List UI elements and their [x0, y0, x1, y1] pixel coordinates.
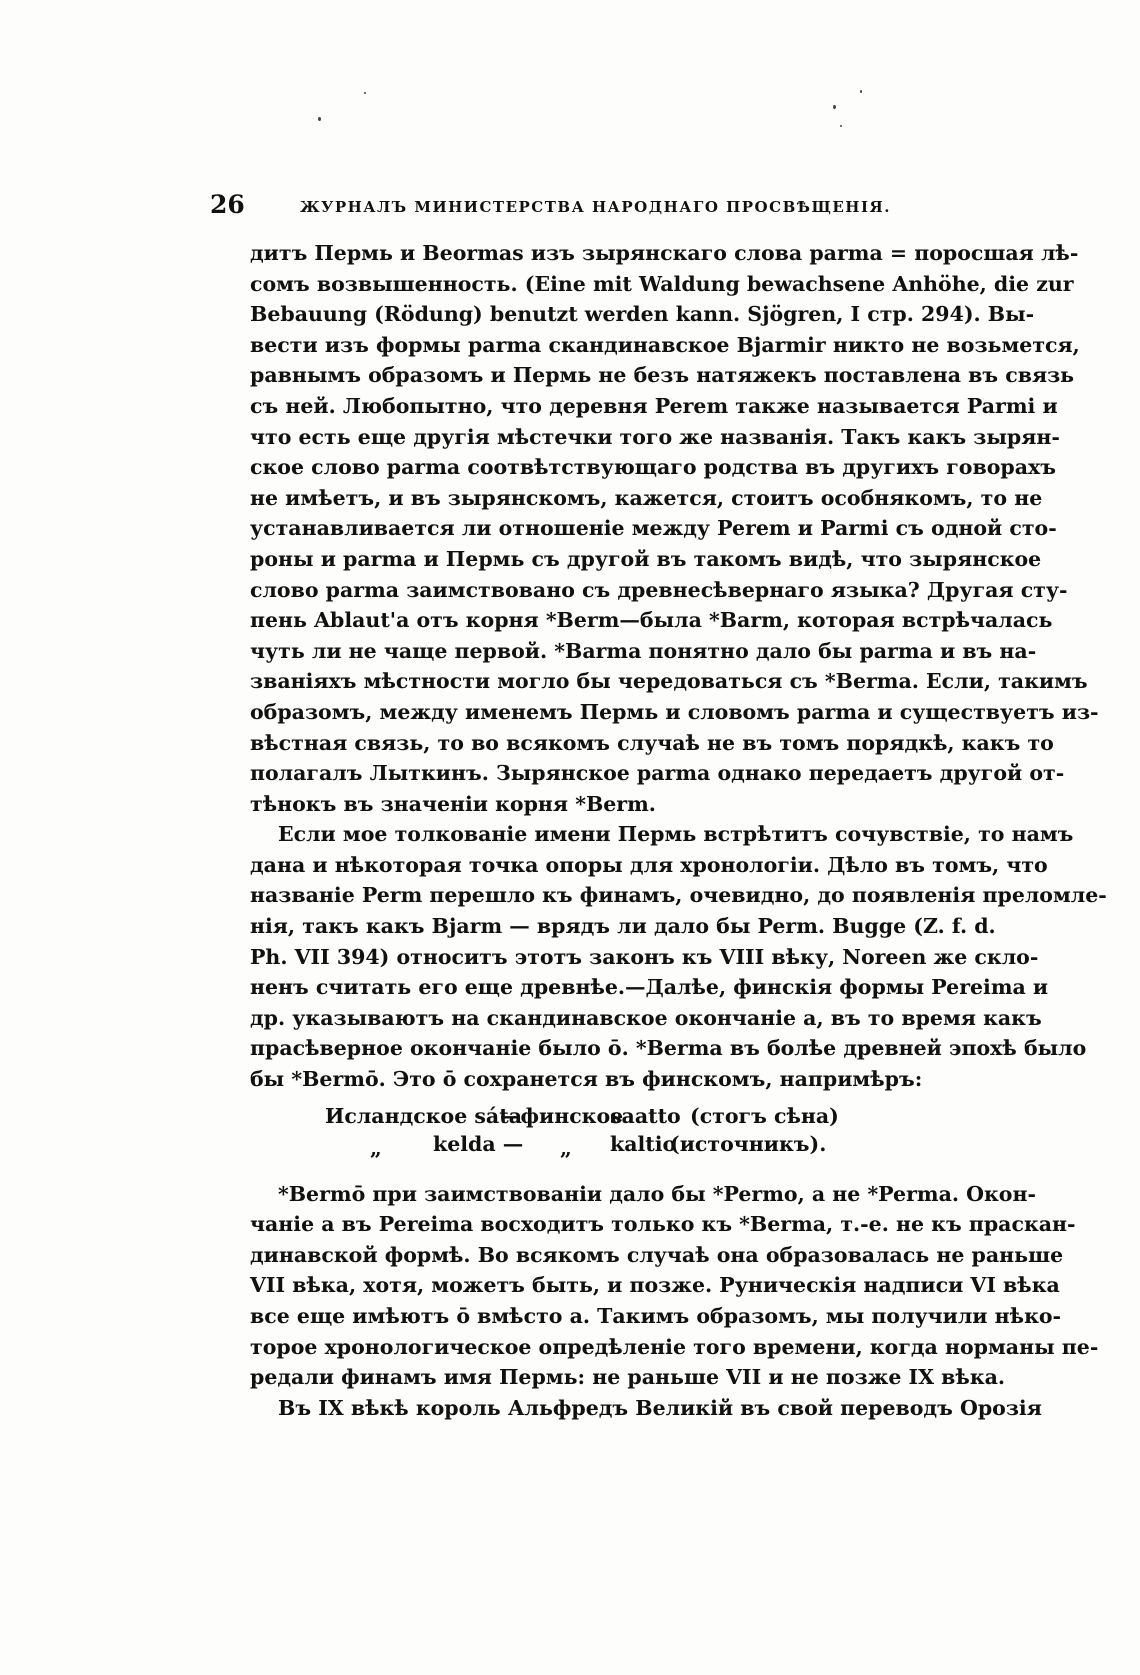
text-line: все еще имѣютъ ō вмѣсто a. Такимъ образомъ, мы получили нѣко- — [250, 1304, 1062, 1328]
example-row2-word: kaltio — [610, 1131, 677, 1156]
text-line: Bebauung (Rödung) benutzt werden kann. Sjögren, I стр. 294). Вы- — [250, 302, 1035, 327]
text-line: динавской формѣ. Во всякомъ случаѣ она образовалась не раньше — [250, 1242, 1064, 1267]
text-line: редали финамъ имя Пермь: не раньше VII и не позже IX вѣка. — [250, 1365, 1006, 1390]
text-line: тѣнокъ въ значеніи корня *Berm. — [250, 791, 656, 816]
text-line: дана и нѣкоторая точка опоры для хронологіи. Дѣло въ томъ, что — [250, 852, 1048, 877]
example-row1-dash: —финское — [500, 1103, 624, 1128]
text-line: названіе Perm перешло къ финамъ, очевидно, до появленія преломле- — [250, 883, 1107, 908]
paragraph-2 — [250, 819, 1107, 1094]
page-header — [210, 190, 950, 230]
text-line: дитъ Пермь и Beormas изъ зырянскаго слова parma = поросшая лѣ- — [250, 241, 1079, 265]
text-line: устанавливается ли отношеніе между Perem и Parmi съ одной сто- — [250, 516, 1057, 541]
text-line: званіяхъ мѣстности могло бы чередоваться съ *Berma. Если, такимъ — [250, 669, 1088, 694]
text-line: др. указываютъ на скандинавское окончаніе a, въ то время какъ — [250, 1005, 1042, 1030]
text-line: чаніе a въ Pereima восходитъ только къ *Berma, т.-е. не къ праскан- — [250, 1212, 1076, 1237]
text-line: ненъ считать его еще древнѣе.—Далѣе, финскія формы Pereima и — [250, 975, 1049, 1000]
body-text — [250, 238, 1107, 1423]
text-line: VII вѣка, хотя, можетъ быть, и позже. Руническія надписи VI вѣка — [250, 1273, 1060, 1298]
text-line: равнымъ образомъ и Пермь не безъ натяжекъ поставлена въ связь — [250, 363, 1075, 388]
example-row1-left: Исландское sáta — [325, 1103, 522, 1128]
example-row1-word: saatto — [610, 1103, 681, 1128]
text-line: торое хронологическое опредѣленіе того времени, когда норманы пе- — [250, 1334, 1099, 1359]
print-speck — [860, 90, 862, 93]
print-speck — [318, 117, 321, 121]
running-title: ЖУРНАЛЪ МИНИСТЕРСТВА НАРОДНАГО ПРОСВѢЩЕНІЯ. — [300, 198, 891, 216]
example-row2-gloss: (источникъ). — [670, 1131, 827, 1156]
print-speck — [840, 125, 842, 127]
text-line: сомъ возвышенность. (Eine mit Waldung bewachsene Anhöhe, die zur — [250, 271, 1074, 296]
text-line: полагалъ Лыткинъ. Зырянское parma однако передаетъ другой от- — [250, 761, 1065, 786]
text-line: Въ IX вѣкѣ король Альфредъ Великій въ свой переводъ Орозія — [278, 1395, 1042, 1420]
text-line: роны и parma и Пермь съ другой въ такомъ видѣ, что зырянское — [250, 546, 1042, 571]
text-line: что есть еще другія мѣстечки того же названія. Такъ какъ зырян- — [250, 424, 1060, 449]
print-speck — [833, 105, 836, 109]
text-line: Ph. VII 394) относитъ этотъ законъ къ VIII вѣку, Noreen же скло- — [250, 944, 1039, 969]
text-line: вѣстная связь, то во всякомъ случаѣ не въ томъ порядкѣ, какъ то — [250, 730, 1054, 755]
text-line: ское слово parma соотвѣтствующаго родства въ другихъ говорахъ — [250, 455, 1056, 480]
text-line: нія, такъ какъ Bjarm — врядъ ли дало бы Perm. Bugge (Z. f. d. — [250, 914, 996, 939]
print-speck — [364, 92, 366, 94]
example-row2-left: kelda — — [433, 1131, 524, 1156]
text-line: Если мое толкованіе имени Пермь встрѣтитъ сочувствіе, то намъ — [278, 822, 1074, 847]
text-line: чуть ли не чаще первой. *Barma понятно дало бы parma и въ на- — [250, 638, 1037, 663]
text-line: съ ней. Любопытно, что деревня Perem также называется Parmi и — [250, 393, 1058, 418]
example-row2-ditto: „ — [370, 1135, 382, 1160]
text-line: пень Ablaut'а отъ корня *Berm—была *Barm, которая встрѣчалась — [250, 608, 1053, 633]
text-line: бы *Bermō. Это ō сохранется въ финскомъ, напримѣръ: — [250, 1067, 923, 1092]
text-line: образомъ, между именемъ Пермь и словомъ parma и существуетъ из- — [250, 699, 1099, 724]
text-line: *Bermō при заимствованіи дало бы *Permo, а не *Perma. Окон- — [278, 1181, 1036, 1206]
example-row1-gloss: (стогъ сѣна) — [690, 1103, 839, 1128]
paragraph-3 — [250, 1179, 1099, 1393]
example-row2-ditto: „ — [560, 1135, 572, 1160]
page-number: 26 — [210, 190, 245, 219]
text-line: прасѣверное окончаніе было ō. *Berma въ болѣе древней эпохѣ было — [250, 1036, 1087, 1061]
text-line: вести изъ формы parma скандинавское Bjarmir никто не возьмется, — [250, 332, 1080, 357]
text-line: не имѣетъ, и въ зырянскомъ, кажется, стоитъ особнякомъ, то не — [250, 485, 1043, 510]
paragraph-1 — [250, 238, 1099, 819]
text-line: слово parma заимствовано съ древнесѣвернаго языка? Другая сту- — [250, 577, 1068, 602]
example-comparison — [250, 1101, 962, 1165]
paragraph-4 — [250, 1393, 1042, 1424]
